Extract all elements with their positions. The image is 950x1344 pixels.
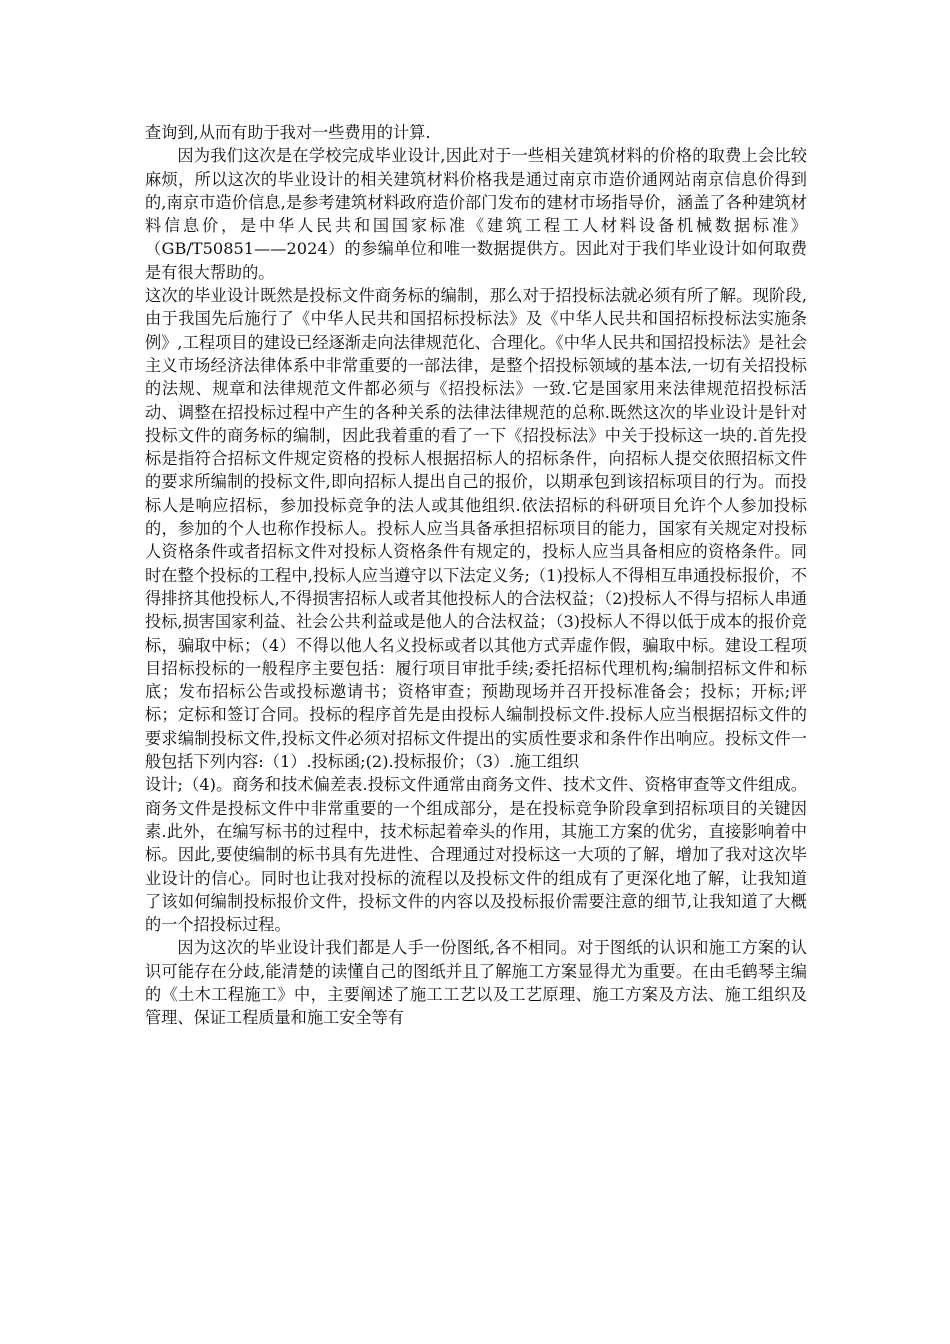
document-body <box>145 121 807 1030</box>
paragraph-1: 查询到,从而有助于我对一些费用的计算. <box>145 123 431 142</box>
paragraph-5: 因为这次的毕业设计我们都是人手一份图纸,各不相同。对于图纸的认识和施工方案的认识可能存在分歧,能清楚的读懂自己的图纸并且了解施工方案显得尤为重要。在由毛鹤琴主编的《土木工程施工》中，主要阐述了施工工艺以及工艺原理、施工方案及方法、施工组织及管理、保证工程质量和施工安全等有 <box>145 938 807 1028</box>
paragraph-3: 这次的毕业设计既然是投标文件商务标的编制，那么对于招投标法就必须有所了解。现阶段,由于我国先后施行了《中华人民共和国招标投标法》及《中华人民共和国招标投标法实施条例》,工程项目的建设已经逐渐走向法律规范化、合理化。《中华人民共和国招投标法》是社会主义市场经济法律体系中非常重要的一部法律，是整个招投标领域的基本法,一切有关招投标的法规、规章和法律规范文件都必须与《招投标法》一致.它是国家用来法律规范招投标活动、调整在招投标过程中产生的各种关系的法律法律规范的总称.既然这次的毕业设计是针对投标文件的商务标的编制，因此我着重的看了一下《招投标法》中关于投标这一块的.首先投标是指符合招标文件规定资格的投标人根据招标人的招标条件，向招标人提交依照招标文件的要求所编制的投标文件,即向招标人提出自己的报价，以期承包到该招标项目的行为。而投标人是响应招标，参加投标竞争的法人或其他组织.依法招标的科研项目允许个人参加投标的，参加的个人也称作投标人。投标人应当具备承担招标项目的能力，国家有关规定对投标人资格条件或者招标文件对投标人资格条件有规定的，投标人应当具备相应的资格条件。同时在整个投标的工程中,投标人应当遵守以下法定义务;（1)投标人不得相互串通投标报价，不得排挤其他投标人,不得损害招标人或者其他投标人的合法权益；（2)投标人不得与招标人串通投标,损害国家利益、社会公共利益或是他人的合法权益；（3)投标人不得以低于成本的报价竞标，骗取中标；（4）不得以他人名义投标或者以其他方式弄虚作假，骗取中标。建设工程项目招标投标的一般程序主要包括：履行项目审批手续;委托招标代理机构;编制招标文件和标底；发布招标公告或投标邀请书；资格审查；预勘现场并召开投标准备会；投标；开标;评标；定标和签订合同。投标的程序首先是由投标人编制投标文件.投标人应当根据招标文件的要求编制投标文件,投标文件必须对招标文件提出的实质性要求和条件作出响应。投标文件一般包括下列内容:（1）.投标函;(2).投标报价；（3）.施工组织 <box>145 286 807 772</box>
paragraph-4: 设计;（4)。商务和技术偏差表.投标文件通常由商务文件、技术文件、资格审查等文件组成。商务文件是投标文件中非常重要的一个组成部分，是在投标竞争阶段拿到招标项目的关键因素.此外，在编写标书的过程中，技术标起着牵头的作用，其施工方案的优劣，直接影响着中标。因此,要使编制的标书具有先进性、合理通过对投标这一大项的了解，增加了我对这次毕业设计的信心。同时也让我对投标的流程以及投标文件的组成有了更深化地了解，让我知道了该如何编制投标报价文件，投标文件的内容以及投标报价需要注意的细节,让我知道了大概的一个招投标过程。 <box>145 775 807 935</box>
paragraph-2: 因为我们这次是在学校完成毕业设计,因此对于一些相关建筑材料的价格的取费上会比较麻烦，所以这次的毕业设计的相关建筑材料价格我是通过南京市造价通网站南京信息价得到的,南京市造价信息,是参考建筑材料政府造价部门发布的建材市场指导价，涵盖了各种建筑材料信息价，是中华人民共和国国家标准《建筑工程工人材料设备机械数据标准》（GB/T50851——2024）的参编单位和唯一数据提供方。因此对于我们毕业设计如何取费是有很大帮助的。 <box>145 146 807 282</box>
